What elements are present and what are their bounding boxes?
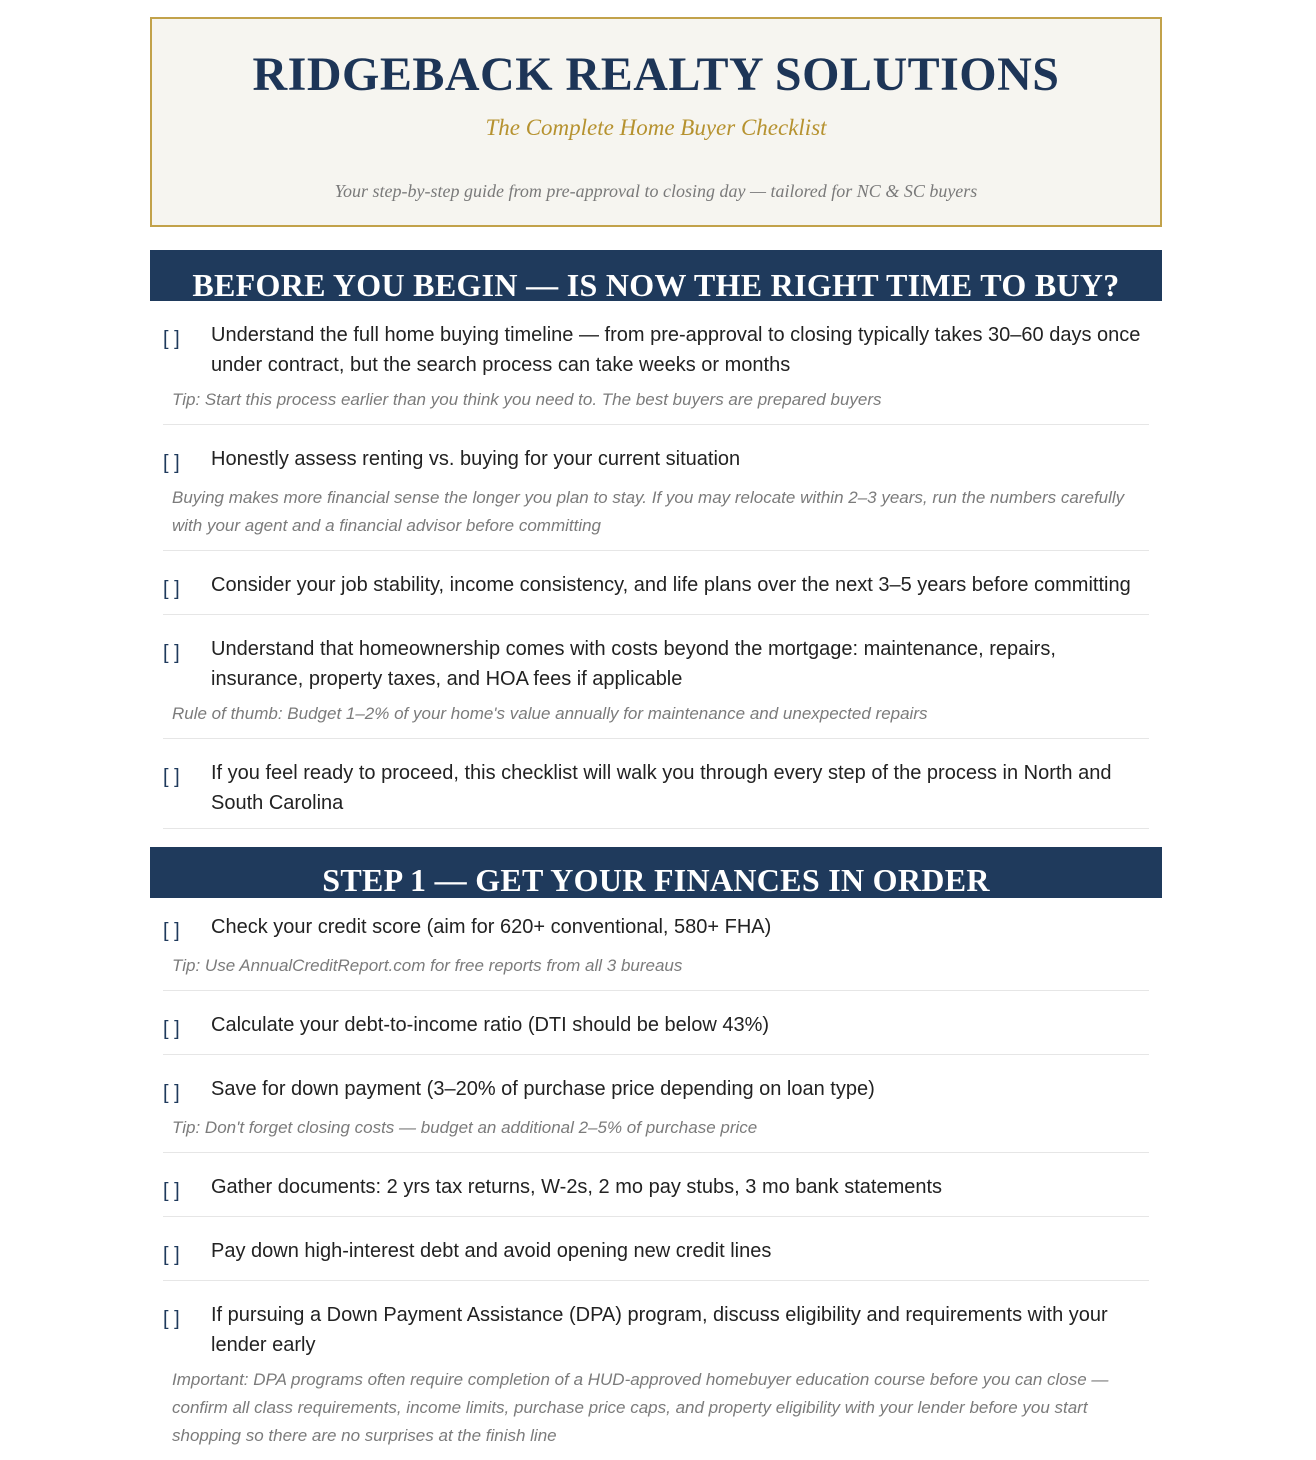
item-text: Consider your job stability, income consistency, and life plans over the next 3–5 years before committing [211,574,1131,596]
checkbox[interactable]: [ ] [163,578,180,600]
item-text: Save for down payment (3–20% of purchase price depending on loan type) [211,1078,875,1100]
checkbox[interactable]: [ ] [163,452,180,474]
checklist-step-1 [163,898,1149,1460]
checklist-item [163,301,1149,425]
item-text: Check your credit score (aim for 620+ conventional, 580+ FHA) [211,916,772,938]
checklist-item [163,1055,1149,1153]
checkbox[interactable]: [ ] [163,920,180,942]
item-text: Gather documents: 2 yrs tax returns, W-2s, 2 mo pay stubs, 3 mo bank statements [211,1176,943,1198]
checklist-page [150,17,1162,1460]
document-tagline: Your step-by-step guide from pre-approval to closing day — tailored for NC & SC buyers [334,181,978,201]
item-text: If you feel ready to proceed, this checklist will walk you through every step of the process in North and South Carolina [211,762,1112,814]
item-text: Understand the full home buying timeline — from pre-approval to closing typically takes 30–60 days once under contract, but the search process can take weeks or months [211,324,1141,376]
checkbox[interactable]: [ ] [163,1082,180,1104]
checklist-item [163,1153,1149,1217]
item-tip: Buying makes more financial sense the longer you plan to stay. If you may relocate within 2–3 years, run the numbers carefully with your agent and a financial advisor before committing [172,488,1125,535]
checklist-item [163,1217,1149,1281]
item-text: Pay down high-interest debt and avoid opening new credit lines [211,1240,772,1262]
section-header-step-1: STEP 1 — GET YOUR FINANCES IN ORDER [150,847,1162,898]
document-subtitle: The Complete Home Buyer Checklist [485,115,827,140]
item-tip: Important: DPA programs often require completion of a HUD-approved homebuyer education course before you can close — confirm all class requirements, income limits, purchase price caps, and property eligibility with your lender before you start shopping so there are no surprises at the finish line [172,1370,1109,1445]
checkbox[interactable]: [ ] [163,766,180,788]
item-tip: Tip: Start this process earlier than you think you need to. The best buyers are prepared buyers [172,390,882,409]
checkbox[interactable]: [ ] [163,1180,180,1202]
item-tip: Rule of thumb: Budget 1–2% of your home's value annually for maintenance and unexpected repairs [172,704,928,723]
item-text: Calculate your debt-to-income ratio (DTI should be below 43%) [211,1014,770,1036]
checkbox[interactable]: [ ] [163,1018,180,1040]
brand-title: RIDGEBACK REALTY SOLUTIONS [252,48,1060,101]
checklist-item [163,615,1149,739]
checkbox[interactable]: [ ] [163,1244,180,1266]
checkbox[interactable]: [ ] [163,642,180,664]
section-header-before-you-begin: BEFORE YOU BEGIN — IS NOW THE RIGHT TIME TO BUY? [150,250,1162,301]
checklist-item [163,425,1149,551]
checklist-item [163,898,1149,991]
header-box [150,17,1162,227]
checklist-before-you-begin [163,301,1149,829]
checkbox[interactable]: [ ] [163,1308,180,1330]
item-text: Honestly assess renting vs. buying for your current situation [211,448,741,470]
checkbox[interactable]: [ ] [163,328,180,350]
checklist-item [163,739,1149,829]
checklist-item [163,1281,1149,1460]
item-tip: Tip: Don't forget closing costs — budget an additional 2–5% of purchase price [172,1118,758,1137]
checklist-item [163,551,1149,615]
checklist-item [163,991,1149,1055]
item-text: Understand that homeownership comes with costs beyond the mortgage: maintenance, repairs, insurance, property taxes, and HOA fees if applicable [211,638,1056,690]
item-text: If pursuing a Down Payment Assistance (DPA) program, discuss eligibility and requirements with your lender early [211,1304,1108,1356]
item-tip: Tip: Use AnnualCreditReport.com for free reports from all 3 bureaus [172,956,683,975]
